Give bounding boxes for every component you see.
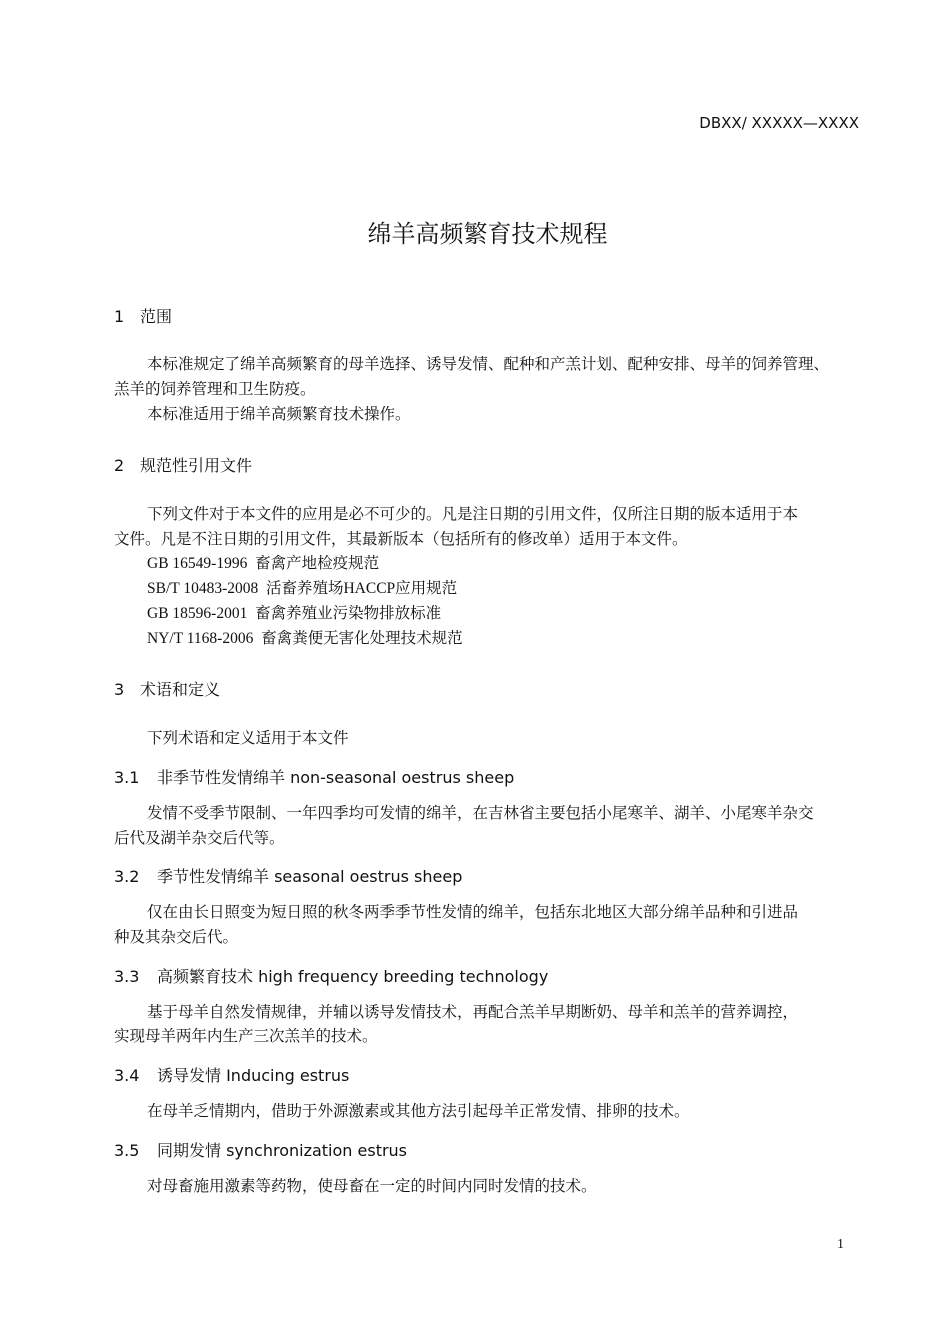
term-number: 3.1 bbox=[114, 768, 140, 787]
reference-item: GB 18596-2001 畜禽养殖业污染物排放标准 bbox=[147, 605, 442, 622]
term-heading bbox=[114, 1063, 349, 1086]
reference-item: SB/T 10483-2008 活畜养殖场HACCP应用规范 bbox=[147, 580, 458, 597]
paragraph-line: 在母羊乏情期内，借助于外源激素或其他方法引起母羊正常发情、排卵的技术。 bbox=[147, 1103, 690, 1120]
paragraph-line: 本标准适用于绵羊高频繁育技术操作。 bbox=[147, 406, 411, 423]
section-heading-1 bbox=[114, 304, 172, 327]
document-code: DBXX/ XXXXX—XXXX bbox=[699, 114, 859, 132]
document-title: 绵羊高频繁育技术规程 bbox=[367, 220, 608, 248]
term-heading bbox=[114, 864, 462, 887]
section-number: 2 bbox=[114, 456, 125, 475]
section-number: 1 bbox=[114, 307, 125, 326]
page-number: 1 bbox=[837, 1237, 844, 1252]
section-title: 术语和定义 bbox=[140, 680, 221, 699]
term-title: 非季节性发情绵羊 non-seasonal oestrus sheep bbox=[157, 768, 515, 787]
term-title: 诱导发情 Inducing estrus bbox=[157, 1066, 350, 1085]
term-title: 季节性发情绵羊 seasonal oestrus sheep bbox=[157, 867, 463, 886]
term-number: 3.4 bbox=[114, 1066, 140, 1085]
paragraph-line: 羔羊的饲养管理和卫生防疫。 bbox=[114, 381, 316, 398]
term-title: 高频繁育技术 high frequency breeding technology bbox=[157, 967, 549, 986]
term-number: 3.3 bbox=[114, 967, 140, 986]
section-number: 3 bbox=[114, 680, 125, 699]
term-heading bbox=[114, 964, 548, 987]
paragraph-line: 基于母羊自然发情规律，并辅以诱导发情技术，再配合羔羊早期断奶、母羊和羔羊的营养调控， bbox=[147, 1004, 799, 1021]
term-number: 3.2 bbox=[114, 867, 140, 886]
paragraph-line: 发情不受季节限制、一年四季均可发情的绵羊，在吉林省主要包括小尾寒羊、湖羊、小尾寒羊杂交 bbox=[147, 805, 814, 822]
paragraph-line: 后代及湖羊杂交后代等。 bbox=[114, 830, 285, 847]
term-heading bbox=[114, 1138, 407, 1161]
paragraph-line: 文件。凡是不注日期的引用文件，其最新版本（包括所有的修改单）适用于本文件。 bbox=[114, 531, 688, 548]
term-title: 同期发情 synchronization estrus bbox=[157, 1141, 408, 1160]
paragraph-line: 对母畜施用激素等药物，使母畜在一定的时间内同时发情的技术。 bbox=[147, 1178, 597, 1195]
term-heading bbox=[114, 765, 514, 788]
paragraph-line: 仅在由长日照变为短日照的秋冬两季季节性发情的绵羊，包括东北地区大部分绵羊品种和引进品 bbox=[147, 904, 799, 921]
section-heading-3 bbox=[114, 677, 220, 700]
section-title: 规范性引用文件 bbox=[140, 456, 253, 475]
term-number: 3.5 bbox=[114, 1141, 140, 1160]
reference-item: GB 16549-1996 畜禽产地检疫规范 bbox=[147, 555, 380, 572]
paragraph-line: 实现母羊两年内生产三次羔羊的技术。 bbox=[114, 1028, 378, 1045]
paragraph-line: 本标准规定了绵羊高频繁育的母羊选择、诱导发情、配种和产羔计划、配种安排、母羊的饲养管理、 bbox=[147, 356, 830, 373]
paragraph-line: 种及其杂交后代。 bbox=[114, 929, 239, 946]
paragraph-line: 下列文件对于本文件的应用是必不可少的。凡是注日期的引用文件，仅所注日期的版本适用于本 bbox=[147, 506, 799, 523]
paragraph-line: 下列术语和定义适用于本文件 bbox=[147, 730, 349, 747]
section-title: 范围 bbox=[140, 307, 173, 326]
reference-item: NY/T 1168-2006 畜禽粪便无害化处理技术规范 bbox=[147, 630, 463, 647]
section-heading-2 bbox=[114, 453, 252, 476]
